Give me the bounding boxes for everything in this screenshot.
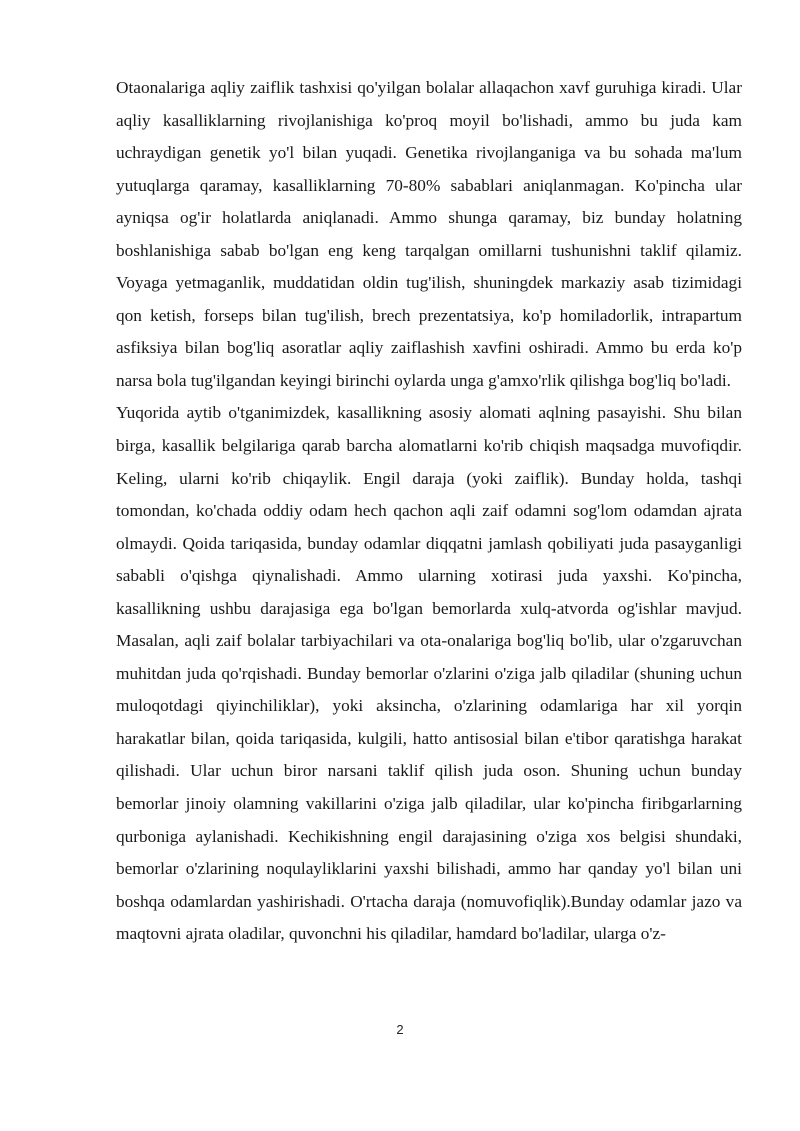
paragraph-2: Yuqorida aytib o'tganimizdek, kasallikning asosiy alomati aqlning pasayishi. Shu bilan birga, kasallik belgilariga qarab barcha alomatlarni ko'rib chiqish maqsadga muvofiqdir. Keling, ularni ko'rib chiqaylik. Engil daraja (yoki zaiflik). Bunday holda, tashqi tomondan, ko'chada oddiy odam hech qachon aqli zaif odamni sog'lom odamdan ajrata olmaydi. Qoida tariqasida, bunday odamlar diqqatni jamlash qobiliyati juda pasayganligi sababli o'qishga qiynalishadi. Ammo ularning xotirasi juda yaxshi. Ko'pincha, kasallikning ushbu darajasiga ega bo'lgan bemorlarda xulq-atvorda og'ishlar mavjud. Masalan, aqli zaif bolalar tarbiyachilari va ota-onalariga bog'liq bo'lib, ular o'zgaruvchan muhitdan juda qo'rqishadi. Bunday bemorlar o'zlarini o'ziga jalb qiladilar (shuning uchun muloqotdagi qiyinchiliklar), yoki aksincha, o'zlarining odamlariga har xil yorqin harakatlar bilan, qoida tariqasida, kulgili, hatto antisosial bilan e'tibor qaratishga harakat qilishadi. Ular uchun biror narsani taklif qilish juda oson. Shuning uchun bunday bemorlar jinoiy olamning vakillarini o'ziga jalb qiladilar, ular ko'pincha firibgarlarning qurboniga aylanishadi. Kechikishning engil darajasining o'ziga xos belgisi shundaki, bemorlar o'zlarining noqulayliklarini yaxshi bilishadi, ammo har qanday yo'l bilan uni boshqa odamlardan yashirishadi. O'rtacha daraja (nomuvofiqlik).Bunday odamlar jazo va maqtovni ajrata oladilar, quvonchni his qiladilar, hamdard bo'ladilar, ularga o'z- xyxy=(116,403,742,944)
paragraph-1: Otaonalariga aqliy zaiflik tashxisi qo'yilgan bolalar allaqachon xavf guruhiga kiradi. Ular aqliy kasalliklarning rivojlanishiga ko'proq moyil bo'lishadi, ammo bu juda kam uchraydigan genetik yo'l bilan yuqadi. Genetika rivojlanganiga va bu sohada ma'lum yutuqlarga qaramay, kasalliklarning 70-80% sabablari aniqlanmagan. Ko'pincha ular ayniqsa og'ir holatlarda aniqlanadi. Ammo shunga qaramay, biz bunday holatning boshlanishiga sabab bo'lgan eng keng tarqalgan omillarni tushunishni taklif qilamiz. Voyaga yetmaganlik, muddatidan oldin tug'ilish, shuningdek markaziy asab tizimidagi qon ketish, forseps bilan tug'ilish, brech prezentatsiya, ko'p homiladorlik, intrapartum asfiksiya bilan bog'liq asoratlar aqliy zaiflashish xavfini oshiradi. Ammo bu erda ko'p narsa bola tug'ilgandan keyingi birinchi oylarda unga g'amxo'rlik qilishga bog'liq bo'ladi. xyxy=(116,78,742,390)
body-text xyxy=(116,72,742,951)
page-number: 2 xyxy=(396,1022,404,1037)
